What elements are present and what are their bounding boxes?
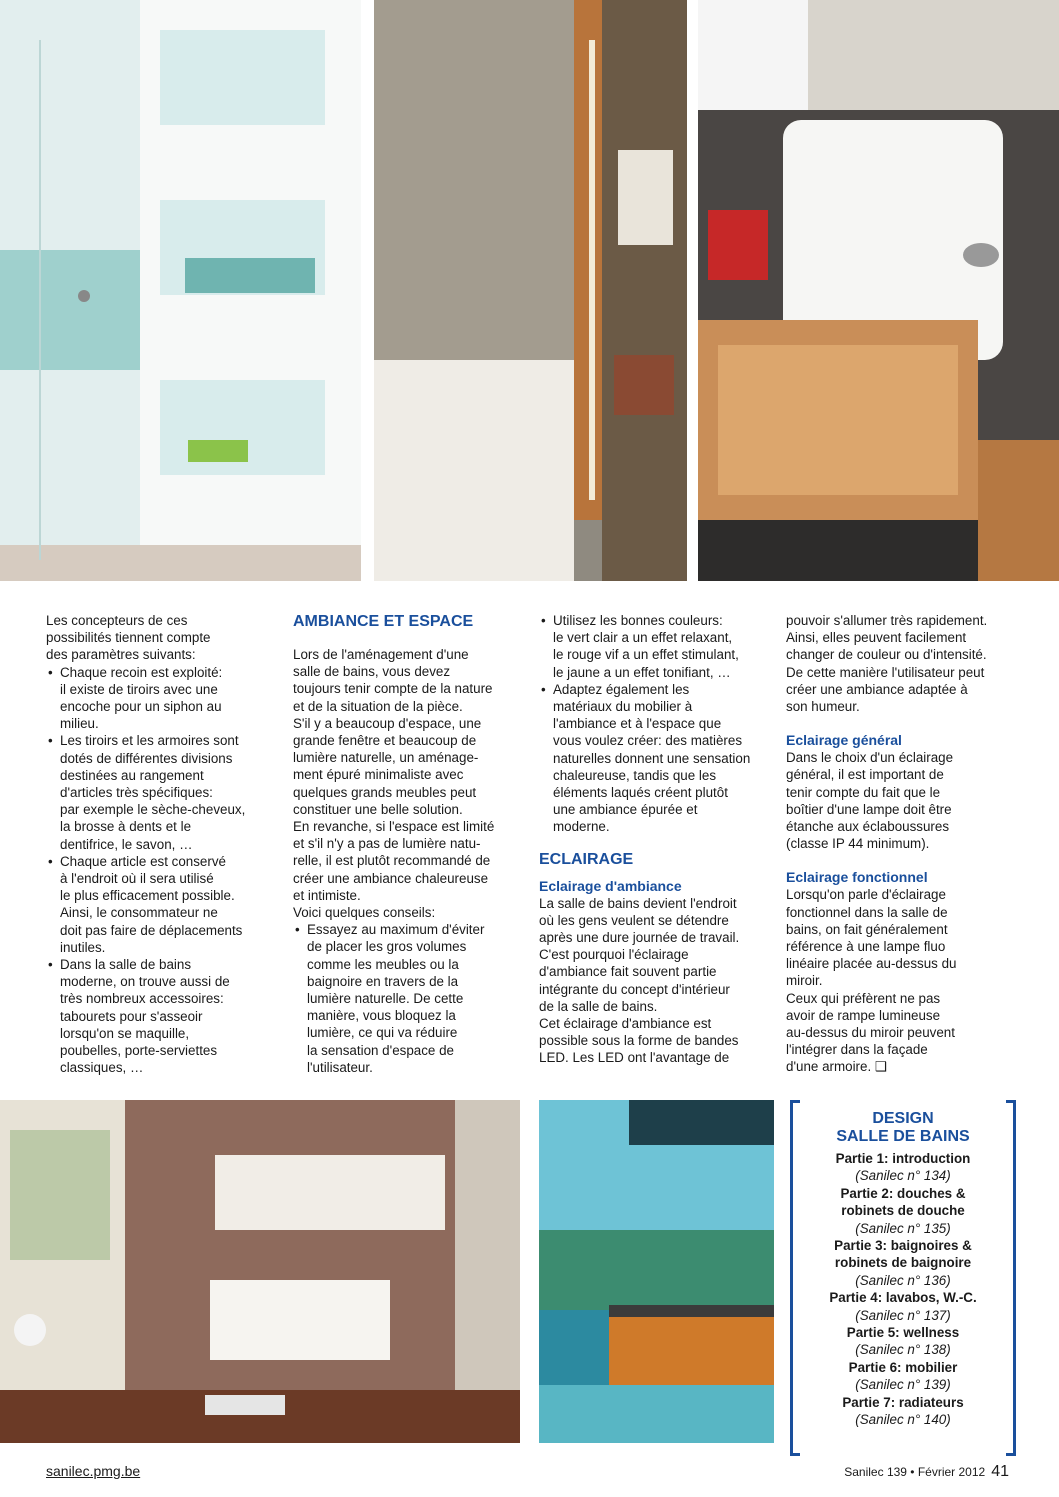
subheading-eclairage-fonctionnel: Eclairage fonctionnel [786, 869, 928, 886]
text-line: l'intégrer dans la façade [786, 1042, 928, 1058]
text-line: classiques, … [60, 1060, 144, 1076]
text-line: grande fenêtre et beaucoup de [293, 733, 477, 749]
sidebar-part-ref: (Sanilec n° 138) [855, 1342, 951, 1358]
text-line: avoir de rampe lumineuse [786, 1007, 941, 1023]
list-item [539, 612, 769, 681]
text-line: vous voulez créer: des matières [553, 733, 743, 749]
text-line: bains, on fait généralement [786, 921, 948, 937]
text-line: et s'il n'y a pas de lumière natu- [293, 836, 481, 852]
subheading-eclairage-general: Eclairage général [786, 732, 902, 749]
subheading-eclairage-ambiance: Eclairage d'ambiance [539, 877, 682, 894]
text-line: Lors de l'aménagement d'une [293, 647, 469, 662]
footer-issue [844, 1463, 1009, 1481]
text-line: Ainsi, elles peuvent facilement [786, 630, 967, 646]
bullet-list [539, 612, 769, 836]
text-line: ment épuré minimaliste avec [293, 767, 464, 783]
text-line: moderne, on trouve aussi de [60, 974, 230, 990]
text-line: boîtier d'une lampe doit être [786, 801, 952, 817]
section-heading-ambiance: AMBIANCE ET ESPACE [293, 613, 474, 630]
text-line: étanche aux éclaboussures [786, 819, 950, 835]
text-line: matériaux du mobilier à [553, 699, 693, 715]
text-line: La salle de bains devient l'endroit [539, 895, 737, 911]
column-3 [539, 612, 769, 1067]
text-line: encoche pour un siphon au [60, 699, 222, 715]
text-line: C'est pourquoi l'éclairage [539, 947, 689, 963]
text-line: référence à une lampe fluo [786, 939, 946, 955]
text-line: • Adaptez également les [553, 681, 690, 697]
paragraph [786, 886, 1014, 1075]
text-line: comme les meubles ou la [307, 956, 459, 972]
footer-url[interactable]: sanilec.pmg.be [46, 1463, 141, 1479]
paragraph [786, 749, 1014, 852]
text-line: pouvoir s'allumer très rapidement. [786, 613, 988, 628]
text-line: • Essayez au maximum d'éviter [307, 922, 485, 938]
text-line: changer de couleur ou d'intensité. [786, 647, 987, 663]
spacer [786, 715, 1014, 732]
list-item [539, 681, 769, 836]
text-line: au-dessus du miroir peuvent [786, 1025, 955, 1041]
text-line: poubelles, porte-serviettes [60, 1043, 218, 1059]
paragraph [539, 895, 769, 1067]
sidebar-part-ref: (Sanilec n° 140) [855, 1412, 951, 1428]
sidebar-part-title: Partie 3: baignoires & [834, 1238, 972, 1254]
text-line: Cet éclairage d'ambiance est [539, 1016, 712, 1032]
text-line: par exemple le sèche-cheveux, [60, 802, 246, 818]
text-line: naturelles donnent une sensation [553, 750, 751, 766]
text-line: • Chaque recoin est exploité: [60, 664, 223, 680]
sidebar-content [804, 1110, 1002, 1429]
bullet-list [293, 921, 521, 1076]
text-line: linéaire placée au-dessus du [786, 956, 957, 972]
text-line: dentifrice, le savon, … [60, 836, 193, 852]
sidebar-part-ref: (Sanilec n° 139) [855, 1377, 951, 1393]
text-line: • Les tiroirs et les armoires sont [60, 733, 239, 749]
text-line: salle de bains, vous devez [293, 664, 451, 680]
text-line: tabourets pour s'asseoir [60, 1008, 203, 1024]
text-line: • Chaque article est conservé [60, 853, 226, 869]
text-line: moderne. [553, 819, 610, 835]
text-line: la brosse à dents et le [60, 819, 192, 835]
text-line: des paramètres suivants: [46, 647, 196, 663]
text-line: Dans le choix d'un éclairage [786, 750, 954, 766]
sidebar-part-title: Partie 2: douches & [840, 1185, 966, 1201]
text-line: général, il est important de [786, 767, 944, 783]
list-item [46, 956, 271, 1076]
text-line: l'ambiance et à l'espace que [553, 716, 722, 732]
series-sidebar [790, 1100, 1016, 1456]
page-number: 41 [991, 1463, 1009, 1480]
text-line: baignoire en travers de la [307, 973, 459, 989]
text-line: lumière, ce qui va réduire [307, 1025, 458, 1041]
text-line: de placer les gros volumes [307, 939, 467, 955]
text-line: il existe de tiroirs avec une [60, 681, 218, 697]
text-line: le plus efficacement possible. [60, 888, 235, 904]
paragraph [786, 612, 1014, 715]
text-line: Les concepteurs de ces [46, 613, 188, 628]
spacer [786, 852, 1014, 869]
text-line: très nombreux accessoires: [60, 991, 224, 1007]
text-line: une ambiance épurée et [553, 802, 698, 818]
column-4 [786, 612, 1014, 1076]
text-line: constituer une belle solution. [293, 801, 463, 817]
text-line: S'il y a beaucoup d'espace, une [293, 715, 482, 731]
text-line: Voici quelques conseils: [293, 905, 436, 921]
text-line: d'ambiance fait souvent partie [539, 964, 717, 980]
sidebar-part-ref: (Sanilec n° 135) [855, 1220, 951, 1236]
spacer [539, 836, 769, 850]
text-line: • Utilisez les bonnes couleurs: [553, 613, 723, 628]
text-line: destinées au rangement [60, 767, 204, 783]
text-line: • Dans la salle de bains [60, 957, 192, 973]
text-line: dotés de différentes divisions [60, 750, 233, 766]
text-line: l'utilisateur. [307, 1059, 373, 1075]
intro-paragraph [46, 612, 271, 664]
text-line: le jaune a un effet tonifiant, … [553, 664, 731, 680]
sidebar-part-title: Partie 6: mobilier [848, 1359, 958, 1375]
text-line: doit pas faire de déplacements [60, 922, 243, 938]
text-line: En revanche, si l'espace est limité [293, 819, 495, 835]
text-line: créer une ambiance adaptée à [786, 681, 968, 697]
text-line: intégrante du concept d'intérieur [539, 981, 730, 997]
photo-bathroom-window-view [539, 1100, 774, 1443]
photo-bathroom-white-furniture [0, 1100, 520, 1443]
text-line: son humeur. [786, 699, 860, 715]
sidebar-part-ref: (Sanilec n° 136) [855, 1272, 951, 1288]
sidebar-part-title: robinets de baignoire [834, 1255, 972, 1271]
column-1 [46, 612, 271, 1076]
text-line: possibilités tiennent compte [46, 630, 211, 646]
text-line: et de la situation de la pièce. [293, 698, 463, 714]
sidebar-title: SALLE DE BAINS [836, 1128, 970, 1145]
text-line: milieu. [60, 716, 99, 732]
text-line: d'articles très spécifiques: [60, 785, 213, 801]
sidebar-part-ref: (Sanilec n° 137) [855, 1307, 951, 1323]
text-line: après une dure journée de travail. [539, 930, 740, 946]
text-line: De cette manière l'utilisateur peut [786, 664, 985, 680]
text-line: Lorsqu'on parle d'éclairage [786, 887, 946, 903]
text-line: possible sous la forme de bandes [539, 1033, 739, 1049]
sidebar-part-title: Partie 7: radiateurs [842, 1394, 964, 1410]
text-line: LED. Les LED ont l'avantage de [539, 1050, 730, 1066]
bracket-right [1006, 1100, 1016, 1456]
text-line: Ceux qui préfèrent ne pas [786, 990, 941, 1006]
text-line: miroir. [786, 973, 823, 989]
section-heading-eclairage: ECLAIRAGE [539, 850, 634, 868]
sidebar-part-title: Partie 5: wellness [846, 1325, 960, 1341]
bracket-left [790, 1100, 800, 1456]
photo-shower-niches [0, 0, 361, 581]
photo-vanity-drawer [698, 0, 1059, 581]
photo-mirror-cabinet [374, 0, 687, 581]
text-line: lorsqu'on se maquille, [60, 1025, 190, 1041]
list-item [293, 921, 521, 1076]
text-line: quelques grands meubles peut [293, 784, 477, 800]
text-line: de la salle de bains. [539, 998, 658, 1014]
text-line: lumière naturelle. De cette [307, 991, 464, 1007]
text-line: créer une ambiance chaleureuse [293, 870, 489, 886]
sidebar-title: DESIGN [872, 1110, 934, 1127]
text-line: fonctionnel dans la salle de [786, 904, 948, 920]
text-line: d'une armoire. ❑ [786, 1059, 887, 1075]
bullet-list [46, 664, 271, 1077]
sidebar-part-ref: (Sanilec n° 134) [855, 1168, 951, 1184]
text-line: chaleureuse, tandis que les [553, 767, 717, 783]
text-line: le vert clair a un effet relaxant, [553, 630, 733, 646]
paragraph [293, 646, 521, 921]
text-line: à l'endroit où il sera utilisé [60, 871, 214, 887]
text-line: et intimiste. [293, 887, 361, 903]
text-line: (classe IP 44 minimum). [786, 836, 930, 852]
list-item [46, 732, 271, 852]
sidebar-part-title: Partie 1: introduction [835, 1151, 971, 1166]
list-item [46, 664, 271, 733]
text-line: tenir compte du fait que le [786, 784, 941, 800]
text-line: manière, vous bloquez la [307, 1008, 456, 1024]
text-line: toujours tenir compte de la nature [293, 681, 493, 697]
list-item [46, 853, 271, 956]
text-line: Ainsi, le consommateur ne [60, 905, 218, 921]
text-line: la sensation d'espace de [307, 1042, 454, 1058]
column-2 [293, 612, 521, 1076]
text-line: où les gens veulent se détendre [539, 912, 729, 928]
issue-label: Sanilec 139 • Février 2012 [844, 1465, 986, 1479]
text-line: relle, il est plutôt recommandé de [293, 853, 491, 869]
text-line: éléments laqués créent plutôt [553, 785, 728, 801]
text-line: inutiles. [60, 939, 106, 955]
text-line: lumière naturelle, un aménage- [293, 750, 479, 766]
text-line: le rouge vif a un effet stimulant, [553, 647, 739, 663]
sidebar-part-title: Partie 4: lavabos, W.-C. [829, 1290, 977, 1306]
sidebar-part-title: robinets de douche [841, 1203, 965, 1219]
